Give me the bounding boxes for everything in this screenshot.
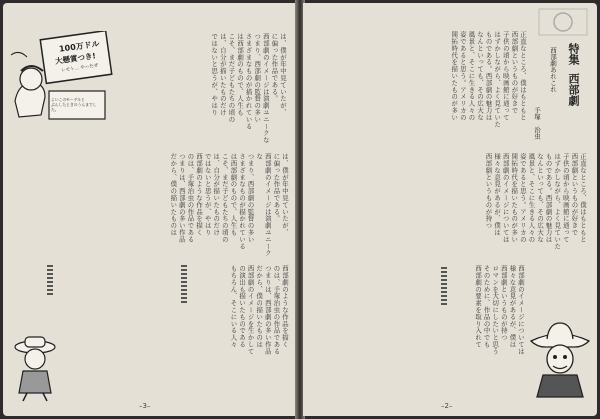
right-low-col-4: そのために、作品の中でも (482, 265, 491, 348)
left-mid-col-11: つまりは、西部劇の多い作品 (177, 153, 186, 243)
left-page-number: –3– (139, 402, 151, 410)
left-low-col-6: もちろん、そこにいる人々 (229, 265, 238, 348)
sign-line1: 100万ドル (58, 39, 101, 54)
right-low-col-5: 西部劇の要素を取り入れて (474, 265, 483, 348)
cowboy-portrait-art (529, 319, 591, 399)
left-mid-col-10: のは、手塚治虫の作品である (186, 153, 195, 243)
left-middle-text (13, 153, 289, 261)
right-low-col-1: 様々な意見があるが、僕は (508, 265, 517, 348)
right-col-1: 西部劇というものが好きで (510, 31, 519, 114)
left-mid-col-12: だから、僕の描いたものは (169, 153, 178, 236)
sign-line2: 大懸賞つき! (54, 51, 97, 66)
left-col-1: に偏った作品である。 (270, 33, 279, 102)
right-mid-col-11: 西部劇というものが持つ (484, 153, 493, 229)
right-mid-col-7: 姿であると思う。アメリカの (518, 153, 527, 243)
feature-title: 西部劇 (567, 73, 580, 106)
left-mid-col-1: に偏った作品である。 (272, 153, 281, 222)
left-col-4: さまざまなものが描かれている (244, 33, 253, 130)
right-mid-col-2: 子供の頃から映画館に通って (561, 153, 570, 243)
left-col-3: つまり、西部劇の監督の多い (253, 33, 262, 123)
right-col-3: はずかしながら、よく見ていた (493, 31, 502, 128)
right-col-4: ものである。西部劇の魅力は (484, 31, 493, 121)
sign-small: レモト… やったぜ (60, 63, 99, 74)
left-low-col-1: のは、手塚治虫の作品である (272, 265, 281, 355)
left-mid-col-0: は、僕が年中見ていたが、 (281, 153, 289, 236)
feature-label: 特集 (567, 43, 580, 65)
right-col-7: 姿であると思う。アメリカの (458, 31, 467, 121)
left-col-8: ではないと思うが、やはり (210, 33, 219, 116)
right-col-8: 開拓時代を描いたものが多い (450, 31, 459, 121)
left-mid-col-8: ではないと思うが、やはり (203, 153, 212, 236)
right-upper-text (315, 31, 527, 151)
right-mid-col-10: 様々な意見があるが、僕は (493, 153, 502, 236)
right-mid-col-4: ものである。西部劇の魅力は (544, 153, 553, 243)
left-col-7: は、自分が描いたものだけ (218, 33, 227, 116)
left-col-5: は西部劇のもので、人生も (236, 33, 245, 116)
left-low-col-3: だから、僕の描いたものは (255, 265, 264, 348)
right-page-number: –2– (441, 402, 453, 410)
right-col-0: 正直なところ、僕はもともと (519, 31, 527, 121)
right-mid-col-3: はずかしながら、よく見ていた (553, 153, 562, 250)
comic-illustration (9, 31, 113, 126)
right-col-2: 子供の頃から映画館に通って (501, 31, 510, 121)
corner-stamp-icon (537, 7, 589, 37)
cowboy-character-art (9, 333, 61, 403)
right-mid-col-6: 風景と、そこに生きる人々の (527, 153, 536, 243)
left-lower-text (63, 265, 289, 405)
right-page (303, 3, 597, 416)
right-low-col-3: ロマンを大切にしたいと思う (491, 265, 500, 355)
left-low-col-4: 西部劇のイメージを生かして (246, 265, 255, 355)
left-col-6: こそ、まだ子どもたちの頃の (227, 33, 236, 123)
left-low-col-0: 西部劇のような作品を描く (281, 265, 289, 348)
left-mid-col-6: こそ、まだ子どもたちの頃の (220, 153, 229, 243)
left-low-col-5: の演出も描いたものである (238, 265, 247, 348)
right-mid-col-8: 開拓時代を描いたものが多い (510, 153, 519, 243)
left-mid-col-9: 西部劇のような作品を描く (195, 153, 204, 236)
left-mid-col-2: 西部劇のイメージは演劇ユニークな (255, 153, 272, 257)
right-mid-col-1: 西部劇というものが好きで (570, 153, 579, 236)
right-mid-col-0: 正直なところ、僕はもともと (579, 153, 587, 243)
right-low-col-2: 西部劇というものが持つ (499, 265, 508, 341)
left-low-col-2: つまりは、西部劇の多い作品 (263, 265, 272, 355)
left-col-2: 西部劇のイメージは演劇ユニークな (261, 33, 270, 144)
author-name: 手塚 治虫 (533, 107, 541, 140)
sign-note: よいこのモーデルと ぶんしたときのうんまでした。 (51, 97, 97, 112)
left-divider-2 (47, 265, 53, 295)
left-upper-text (117, 33, 287, 151)
feature-subtitle: 西部劇あれこれ (549, 47, 557, 93)
left-mid-col-7: は、自分が描いたものだけ (212, 153, 221, 236)
right-col-6: 風景と、そこに生きる人々の (467, 31, 476, 121)
right-middle-text (315, 153, 587, 261)
left-col-0: は、僕が年中見ていたが、 (279, 33, 287, 116)
left-page (3, 3, 297, 416)
right-col-5: なんといっても、その広大な (476, 31, 485, 121)
right-low-col-0: 西部劇のイメージについては (517, 265, 525, 355)
left-mid-col-5: は西部劇のもので、人生も (229, 153, 238, 236)
left-mid-col-4: さまざまなものが描かれている (238, 153, 247, 250)
right-mid-col-9: 西部劇のイメージについては (501, 153, 510, 243)
left-mid-col-3: つまり、西部劇の監督の多い (246, 153, 255, 243)
right-lower-text (315, 265, 525, 405)
right-mid-col-5: なんといっても、その広大な (536, 153, 545, 243)
